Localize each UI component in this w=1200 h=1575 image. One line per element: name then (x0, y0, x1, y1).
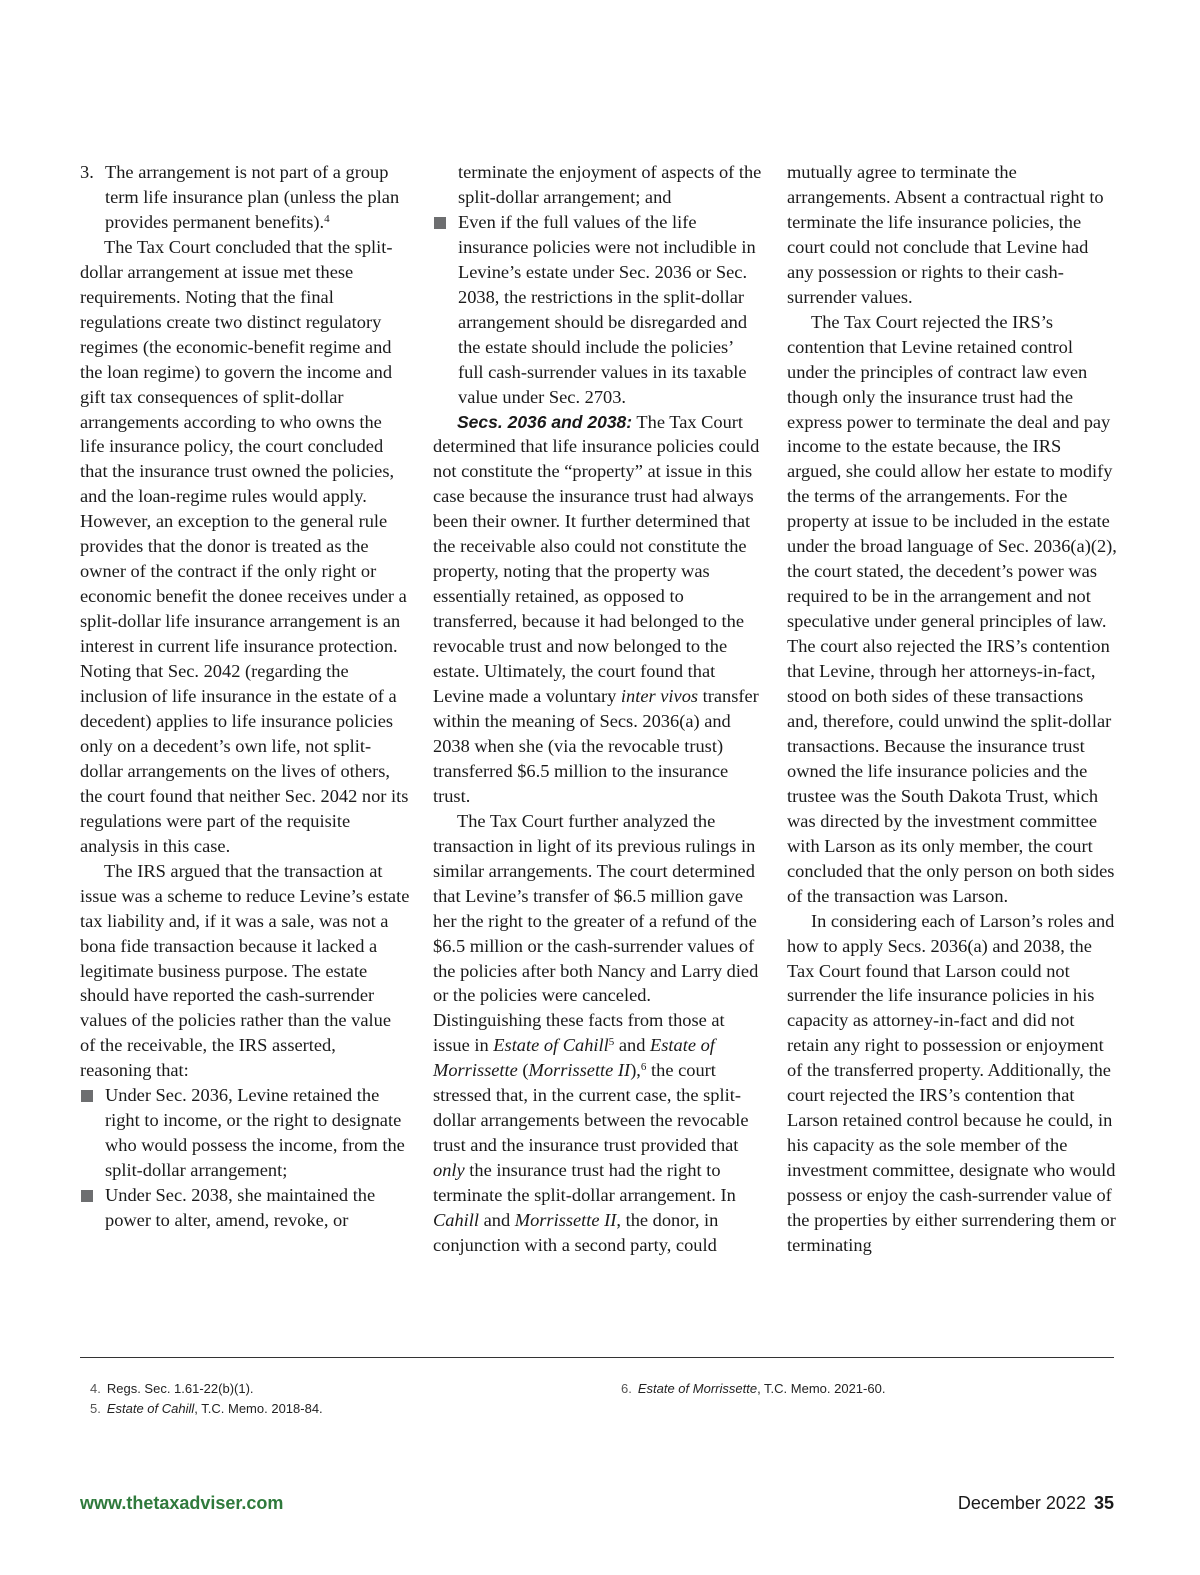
bullet-text: Even if the full values of the life insurance policies were not includible in Levine’s estate under Sec. 2036 or Sec. 2038, the restrictions in the split-dollar arrangement should be disregarded and the estate should include the policies’ full cash-surrender values in its taxable value under Sec. 2703. (458, 211, 756, 407)
numbered-list-item (80, 160, 410, 235)
square-bullet-icon (80, 1183, 105, 1233)
footnote-ref[interactable]: 4 (324, 212, 330, 225)
case-name: Morrissette II (514, 1210, 617, 1231)
article-column-1 (80, 160, 410, 1233)
footnote-number: 6. (621, 1381, 632, 1396)
case-name: Morrissette II (528, 1060, 631, 1081)
bullet-text: Under Sec. 2038, she maintained the power to alter, amend, revoke, or (105, 1185, 376, 1231)
paragraph: Secs. 2036 and 2038: The Tax Court determined that life insurance policies could not constitute the “property” at issue in this case because the insurance trust had always been their owner. It further determined that the receivable also could not constitute the property, noting that the property was essentially retained, as opposed to transferred, because it had belonged to the revocable trust and now belonged to the estate. Ultimately, the court found that Levine made a voluntary inter vivos transfer within the meaning of Secs. 2036(a) and 2038 when she (via the revocable trust) transferred $6.5 million to the insurance trust. (433, 411, 760, 806)
article-column-3 (787, 160, 1117, 1258)
case-name: Cahill (433, 1210, 479, 1231)
bullet-list-item (433, 210, 763, 410)
case-name: Estate of Morrissette (637, 1381, 758, 1396)
footnote-divider (80, 1357, 1114, 1358)
square-bullet-icon (433, 210, 458, 410)
list-item-text: The arrangement is not part of a group term life insurance plan (unless the plan provides permanent benefits). (105, 162, 400, 232)
bullet-continuation: terminate the enjoyment of aspects of the split-dollar arrangement; and (458, 162, 762, 207)
footnote-ref[interactable]: 6 (640, 1061, 647, 1074)
square-bullet-icon (80, 1083, 105, 1183)
footnote-text: , T.C. Memo. 2018-84. (194, 1401, 323, 1416)
page-number: 35 (1093, 1493, 1114, 1513)
paragraph: The Tax Court rejected the IRS’s contention that Levine retained control under the principles of contract law even though only the insurance trust had the express power to terminate the deal and pay income to the estate because, the IRS argued, she could allow her estate to modify the terms of the arrangements. For the property at issue to be included in the estate under the broad language of Sec. 2036(a)(2), the court stated, the decedent’s power was required to be in the arrangement and not speculative under general principles of law. The court also rejected the IRS’s contention that Levine, through her attorneys-in-fact, stood on both sides of these transactions and, therefore, could unwind the split-dollar transactions. Because the insurance trust owned the life insurance policies and the trustee was the South Dakota Trust, which was directed by the investment committee with Larson as its only member, the court concluded that the only person on both sides of the transaction was Larson. (787, 311, 1117, 906)
footnote-ref[interactable]: 5 (608, 1036, 615, 1049)
paragraph: The Tax Court concluded that the split-dollar arrangement at issue met these requirements. Noting that the final regulations create two distinct regulatory regimes (the economic-benefit regime and the loan regime) to govern the income and gift tax consequences of split-dollar arrangements according to who owns the life insurance policy, the court concluded that the insurance trust owned the policies, and the loan-regime rules would apply. However, an exception to the general rule provides that the donor is treated as the owner of the contract if the only right or economic benefit the donee receives under a split-dollar life insurance arrangement is an interest in current life insurance protection. Noting that Sec. 2042 (regarding the inclusion of life insurance in the estate of a decedent) applies to life insurance policies only on a decedent’s own life, not split-dollar arrangements on the lives of others, the court found that neither Sec. 2042 nor its regulations were part of the requisite analysis in this case. (80, 236, 409, 856)
paragraph: The Tax Court further analyzed the transaction in light of its previous rulings in similar arrangements. The court determined that Levine’s transfer of $6.5 million gave her the right to the greater of a refund of the $6.5 million or the cash-surrender values of the policies after both Nancy and Larry died or the policies were canceled. Distinguishing these facts from those at issue in Estate of Cahill$^5$ and Estate of Morrissette (Morrissette II),$^6$ the court stressed that, in the current case, the split-dollar arrangements between the revocable trust and the insurance trust provided that only the insurance trust had the right to terminate the split-dollar arrangement. In Cahill and Morrissette II, the donor, in conjunction with a second party, could (433, 810, 759, 1255)
case-name: Estate of Morrissette (433, 1035, 715, 1081)
list-number: 3. (80, 162, 94, 182)
footer-issue-info (958, 1493, 1114, 1514)
footnote-6 (621, 1381, 885, 1396)
subheading: Secs. 2036 and 2038: (457, 411, 633, 432)
case-name: Estate of Cahill (106, 1401, 195, 1416)
case-name: Estate of Cahill (493, 1035, 609, 1056)
footnote-text: Regs. Sec. 1.61-22(b)(1). (106, 1381, 254, 1396)
article-column-2 (433, 160, 763, 1258)
paragraph: mutually agree to terminate the arrangements. Absent a contractual right to terminate the life insurance policies, the court could not conclude that Levine had any possession or rights to their cash-surrender values. (787, 162, 1104, 307)
footnote-text: , T.C. Memo. 2021-60. (757, 1381, 886, 1396)
paragraph: In considering each of Larson’s roles and how to apply Secs. 2036(a) and 2038, the Tax Court found that Larson could not surrender the life insurance policies in his capacity as attorney-in-fact and did not retain any right to possession or enjoyment of the transferred property. Additionally, the court rejected the IRS’s contention that Larson retained control because he could, in his capacity as the sole member of the investment committee, designate who would possess or enjoy the cash-surrender value of the properties by either surrendering them or terminating (787, 910, 1116, 1255)
bullet-text: Under Sec. 2036, Levine retained the right to income, or the right to designate who would possess the income, from the split-dollar arrangement; (105, 1085, 405, 1181)
bullet-list-item (80, 1083, 410, 1183)
footnote-number: 4. (90, 1381, 101, 1396)
footnote-5 (90, 1401, 323, 1416)
bullet-list-item (80, 1183, 410, 1233)
issue-date: December 2022 (957, 1493, 1086, 1513)
paragraph: The IRS argued that the transaction at issue was a scheme to reduce Levine’s estate tax liability and, if it was a sale, was not a bona fide transaction because it lacked a legitimate business purpose. The estate should have reported the cash-surrender values of the policies rather than the value of the receivable, the IRS asserted, reasoning that: (80, 860, 410, 1081)
footnote-4 (90, 1381, 254, 1396)
footer-website-link[interactable]: www.thetaxadviser.com (80, 1493, 284, 1513)
footnote-number: 5. (90, 1401, 101, 1416)
